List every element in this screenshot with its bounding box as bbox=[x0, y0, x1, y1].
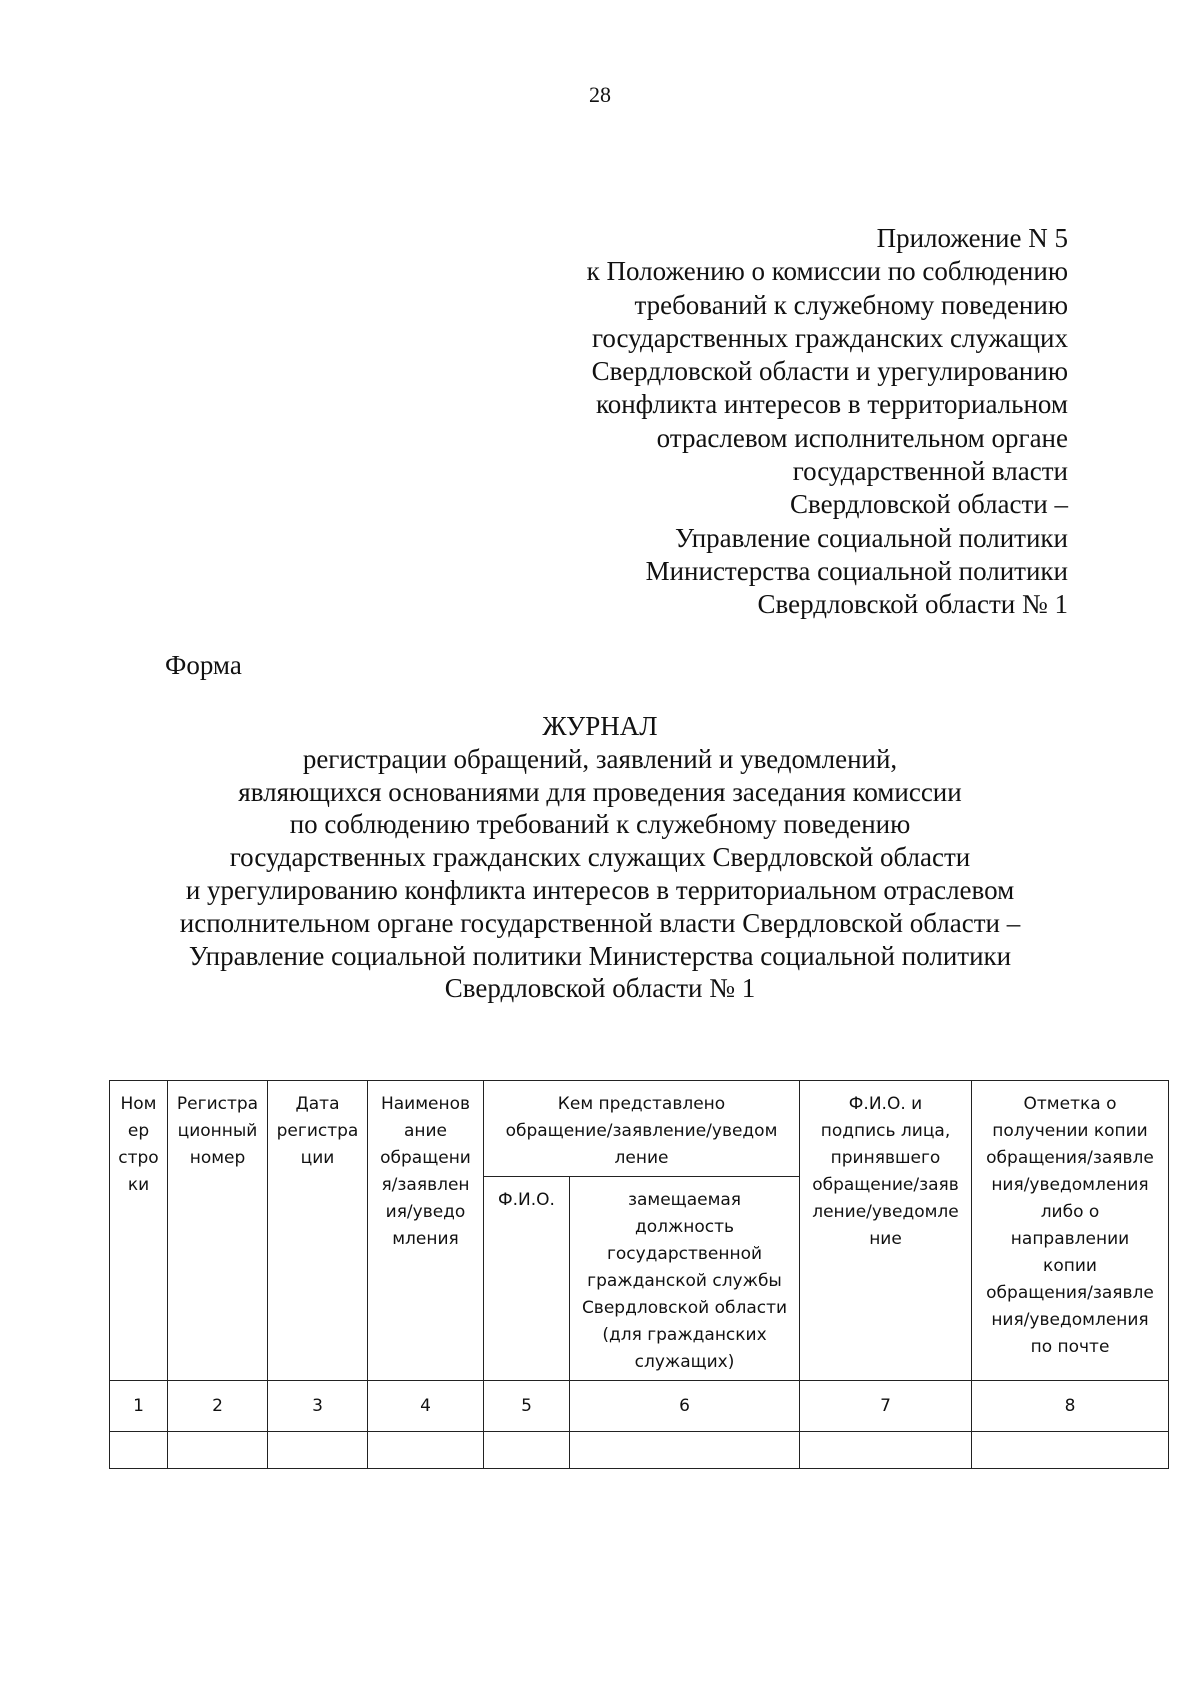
column-number: 7 bbox=[800, 1381, 972, 1432]
form-label: Форма bbox=[165, 650, 242, 680]
journal-subtitle-line: регистрации обращений, заявлений и уведомлений, bbox=[302, 743, 898, 774]
empty-cell[interactable] bbox=[484, 1432, 570, 1469]
column-number: 5 bbox=[484, 1381, 570, 1432]
header-text-line: государственной bbox=[606, 1244, 763, 1264]
header-text-line: служащих) bbox=[634, 1352, 735, 1372]
header-document-name bbox=[368, 1081, 484, 1381]
header-text-line: копии bbox=[1043, 1256, 1097, 1276]
empty-cell[interactable] bbox=[268, 1432, 368, 1469]
header-text-line: обращения/заявле bbox=[986, 1148, 1154, 1168]
column-number: 8 bbox=[972, 1381, 1169, 1432]
header-text-line: номер bbox=[189, 1148, 246, 1168]
header-text-line: обращени bbox=[380, 1148, 471, 1168]
header-text-line: либо о bbox=[1040, 1202, 1100, 1222]
header-submitted-by bbox=[484, 1081, 800, 1177]
header-row bbox=[110, 1081, 1169, 1177]
header-text-line: мления bbox=[392, 1229, 459, 1249]
column-number-row bbox=[110, 1381, 1169, 1432]
journal-subtitle-line: являющихся основаниями для проведения заседания комиссии bbox=[238, 776, 962, 807]
header-text-line: ния/уведомления bbox=[991, 1310, 1149, 1330]
journal-subtitle-line: государственных гражданских служащих Свердловской области bbox=[229, 842, 971, 873]
empty-cell[interactable] bbox=[168, 1432, 268, 1469]
column-number: 4 bbox=[368, 1381, 484, 1432]
empty-cell[interactable] bbox=[368, 1432, 484, 1469]
header-text-line: ление bbox=[614, 1148, 669, 1168]
appendix-line: Свердловской области и урегулированию bbox=[591, 356, 1068, 387]
empty-cell[interactable] bbox=[800, 1432, 972, 1469]
header-text-line: ание bbox=[403, 1121, 448, 1141]
header-text-line: должность bbox=[634, 1217, 735, 1237]
header-text-line: ия/уведо bbox=[385, 1202, 466, 1222]
appendix-line: государственных гражданских служащих bbox=[591, 322, 1068, 353]
empty-entry-row bbox=[110, 1432, 1169, 1469]
header-text-line: обращение/заявление/уведом bbox=[505, 1121, 778, 1141]
column-number: 1 bbox=[110, 1381, 168, 1432]
header-registration-date bbox=[268, 1081, 368, 1381]
appendix-line: Приложение N 5 bbox=[876, 223, 1068, 253]
appendix-line: Управление социальной политики bbox=[674, 522, 1068, 553]
header-text-line: ния/уведомления bbox=[991, 1175, 1149, 1195]
journal-heading bbox=[100, 710, 1100, 1005]
header-full-name bbox=[484, 1177, 570, 1381]
column-number: 3 bbox=[268, 1381, 368, 1432]
header-text-line: Дата bbox=[295, 1094, 340, 1114]
appendix-heading bbox=[508, 222, 1068, 622]
appendix-line: конфликта интересов в территориальном bbox=[595, 389, 1068, 420]
header-registration-number bbox=[168, 1081, 268, 1381]
appendix-line: Свердловской области № 1 bbox=[757, 589, 1068, 620]
header-text-line: направлении bbox=[1010, 1229, 1130, 1249]
header-text-line: ки bbox=[127, 1175, 150, 1195]
appendix-line: Министерства социальной политики bbox=[645, 555, 1068, 586]
header-text-line: ние bbox=[869, 1229, 902, 1249]
header-text-line: (для гражданских bbox=[602, 1325, 767, 1345]
empty-cell[interactable] bbox=[570, 1432, 800, 1469]
header-text-line: Наименов bbox=[380, 1094, 471, 1114]
header-text-line: по почте bbox=[1030, 1337, 1110, 1357]
header-text-line: стро bbox=[118, 1148, 159, 1168]
header-row-number bbox=[110, 1081, 168, 1381]
appendix-line: государственной власти bbox=[792, 456, 1068, 487]
header-text-line: Свердловской области bbox=[581, 1298, 788, 1318]
header-text-line: обращения/заявле bbox=[986, 1283, 1154, 1303]
register-table bbox=[109, 1080, 1169, 1469]
header-text-line: Ф.И.О. bbox=[498, 1190, 555, 1210]
header-text-line: подпись лица, bbox=[820, 1121, 951, 1141]
header-text-line: Ном bbox=[120, 1094, 157, 1114]
header-text-line: замещаемая bbox=[627, 1190, 742, 1210]
column-number: 2 bbox=[168, 1381, 268, 1432]
appendix-line: к Положению о комиссии по соблюдению bbox=[586, 256, 1068, 287]
journal-subtitle-line: Управление социальной политики Министерства социальной политики bbox=[188, 940, 1012, 971]
journal-subtitle-line: исполнительном органе государственной власти Свердловской области – bbox=[179, 907, 1021, 938]
appendix-line: требований к служебному поведению bbox=[634, 289, 1068, 320]
journal-subtitle-line: и урегулированию конфликта интересов в территориальном отраслевом bbox=[185, 874, 1015, 905]
appendix-line: Свердловской области – bbox=[790, 489, 1068, 520]
header-text-line: Ф.И.О. и bbox=[848, 1094, 923, 1114]
header-text-line: ции bbox=[300, 1148, 335, 1168]
journal-subtitle-line: по соблюдению требований к служебному поведению bbox=[289, 809, 911, 840]
header-text-line: гражданской службы bbox=[587, 1271, 782, 1291]
empty-cell[interactable] bbox=[110, 1432, 168, 1469]
header-text-line: получении копии bbox=[992, 1121, 1148, 1141]
header-text-line: Регистра bbox=[176, 1094, 259, 1114]
column-number: 6 bbox=[570, 1381, 800, 1432]
journal-subtitle-line: Свердловской области № 1 bbox=[444, 973, 756, 1004]
header-text-line: принявшего bbox=[830, 1148, 941, 1168]
empty-cell[interactable] bbox=[972, 1432, 1169, 1469]
header-text-line: ционный bbox=[177, 1121, 258, 1141]
header-text-line: регистра bbox=[276, 1121, 359, 1141]
header-text-line: ер bbox=[127, 1121, 150, 1141]
journal-title: ЖУРНАЛ bbox=[542, 711, 658, 741]
header-copy-mark bbox=[972, 1081, 1169, 1381]
page-number: 28 bbox=[589, 82, 611, 107]
header-text-line: я/заявлен bbox=[381, 1175, 470, 1195]
header-receiver bbox=[800, 1081, 972, 1381]
header-text-line: Отметка о bbox=[1023, 1094, 1117, 1114]
header-text-line: обращение/заяв bbox=[812, 1175, 959, 1195]
appendix-line: отраслевом исполнительном органе bbox=[656, 422, 1068, 453]
header-position bbox=[570, 1177, 800, 1381]
header-text-line: Кем представлено bbox=[557, 1094, 726, 1114]
header-text-line: ление/уведомле bbox=[812, 1202, 959, 1222]
